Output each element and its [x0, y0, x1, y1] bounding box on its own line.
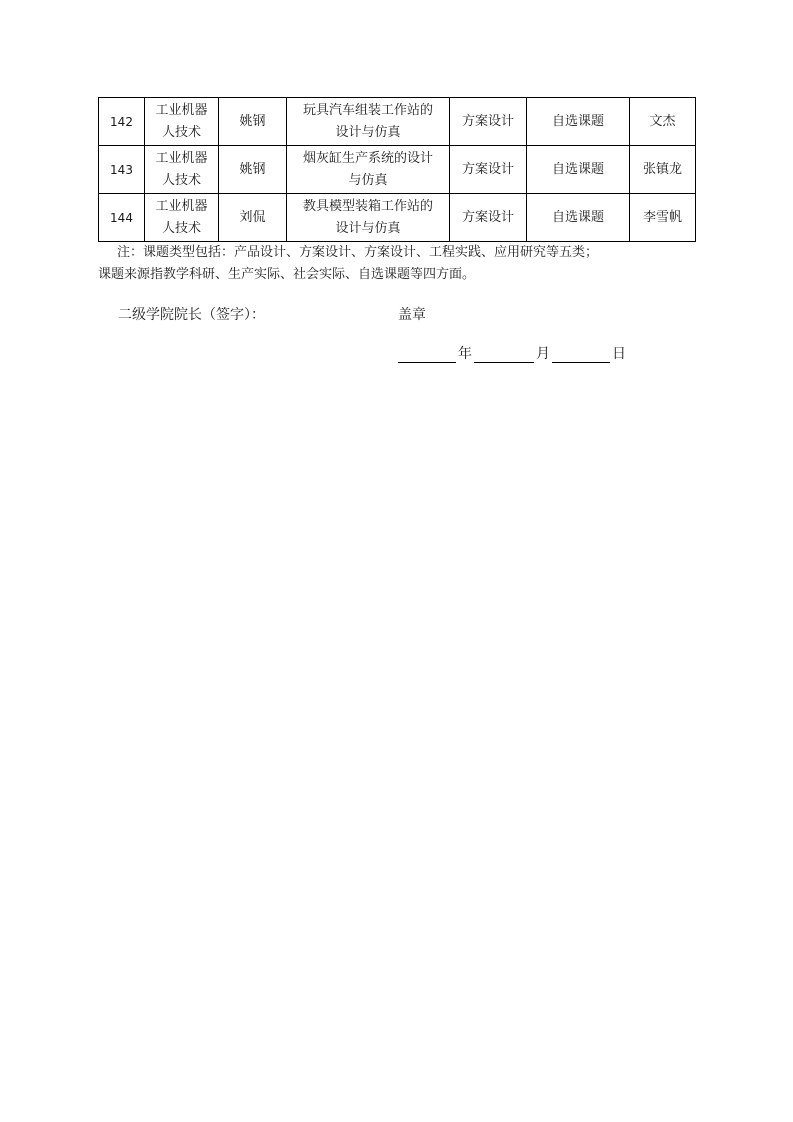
row-number: 142: [99, 98, 145, 146]
note-topic-sources: 课题来源指教学科研、生产实际、社会实际、自选课题等四方面。: [98, 267, 476, 282]
table-row: [99, 146, 696, 194]
table-row: [99, 194, 696, 242]
title-cell: 玩具汽车组装工作站的 设计与仿真: [287, 98, 450, 146]
title-cell: 烟灰缸生产系统的设计 与仿真: [287, 146, 450, 194]
major-cell: 工业机器 人技术: [145, 98, 219, 146]
topics-table: [98, 97, 696, 242]
major-cell: 工业机器 人技术: [145, 146, 219, 194]
day-label: 日: [612, 346, 626, 362]
date-line: [398, 343, 628, 363]
source-cell: 自选课题: [527, 146, 630, 194]
row-number: 143: [99, 146, 145, 194]
stamp-label: 盖章: [398, 307, 426, 323]
teacher-cell: 姚钢: [219, 98, 287, 146]
student-cell: 张镇龙: [630, 146, 696, 194]
major-cell: 工业机器 人技术: [145, 194, 219, 242]
student-cell: 文杰: [630, 98, 696, 146]
dean-signature-label: 二级学院院长（签字）：: [118, 307, 265, 323]
day-blank: [552, 346, 610, 363]
teacher-cell: 姚钢: [219, 146, 287, 194]
year-blank: [398, 346, 456, 363]
source-cell: 自选课题: [527, 194, 630, 242]
type-cell: 方案设计: [450, 146, 527, 194]
table-row: [99, 98, 696, 146]
title-cell: 教具模型装箱工作站的 设计与仿真: [287, 194, 450, 242]
row-number: 144: [99, 194, 145, 242]
source-cell: 自选课题: [527, 98, 630, 146]
type-cell: 方案设计: [450, 98, 527, 146]
notes: [98, 242, 698, 286]
month-label: 月: [536, 346, 550, 362]
year-label: 年: [458, 346, 472, 362]
type-cell: 方案设计: [450, 194, 527, 242]
month-blank: [474, 346, 534, 363]
student-cell: 李雪帆: [630, 194, 696, 242]
teacher-cell: 刘侃: [219, 194, 287, 242]
note-topic-types: 注：课题类型包括：产品设计、方案设计、方案设计、工程实践、应用研究等五类；: [117, 245, 599, 260]
